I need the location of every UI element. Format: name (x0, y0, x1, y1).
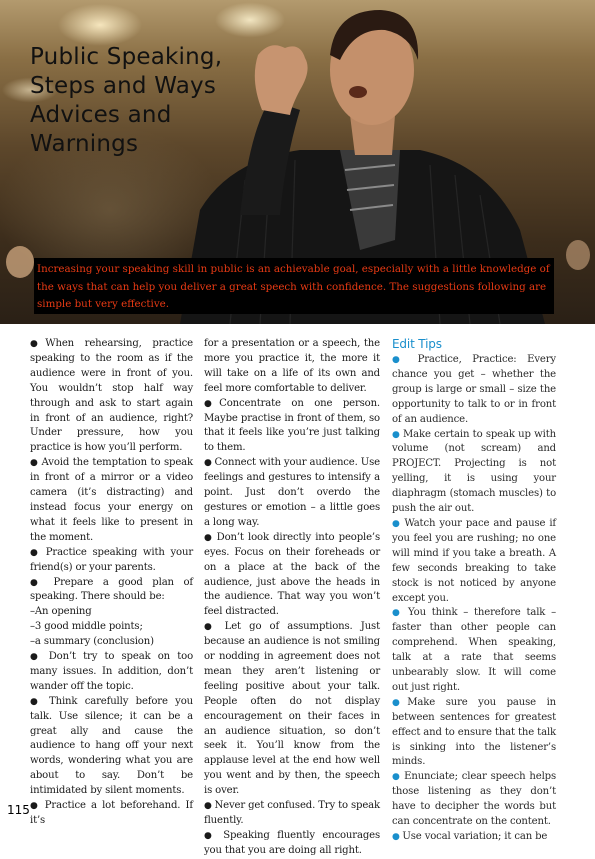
tip-paragraph: ●Concentrate on one person. Maybe practise in front of them, so that it feels like you’re just talking to them. (204, 397, 380, 454)
bullet-icon: ● (30, 696, 50, 707)
hero-photo (0, 0, 595, 324)
bullet-icon: ● (392, 429, 403, 440)
bullet-icon: ● (204, 398, 220, 409)
page-title (30, 43, 222, 159)
page-number: 115 (7, 803, 30, 817)
bullet-icon: ● (204, 801, 215, 812)
bullet-icon: ● (204, 622, 225, 633)
tip-paragraph: ● Practice a lot beforehand. If it’s (30, 800, 193, 826)
tip-paragraph: ● Practice speaking with your friend(s) or your parents. (30, 546, 193, 573)
bullet-icon: ● (30, 458, 42, 469)
bullet-icon: ● (30, 652, 49, 663)
bullet-icon: ● (30, 577, 54, 588)
title-line: Warnings (30, 131, 139, 157)
tip-paragraph: ●Make sure you pause in between sentences for greatest effect and to ensure that the talk is sinking into the listener’s minds. (392, 696, 556, 768)
bullet-icon: ● (392, 772, 405, 783)
tip-paragraph: ● Think carefully before you talk. Use silence; it can be a great ally and cause the audience to hang off your next words, wondering what you are about to say. Don’t be intimidated by silent moments. (30, 695, 193, 797)
bullet-icon: ● (392, 608, 408, 619)
list-item: –a summary (conclusion) (30, 636, 154, 648)
edit-tips-heading: Edit Tips (392, 337, 442, 351)
bullet-icon: ● (204, 458, 215, 469)
bullet-icon: ● (204, 830, 224, 841)
tip-paragraph: ● Watch your pace and pause if you feel you are rushing; no one will mind if you take a breath. A few seconds breaking to take stock is not noticed by anyone except you. (392, 517, 556, 604)
title-line: Steps and Ways (30, 73, 217, 99)
tip-paragraph: ● Practice, Practice: Every chance you get – whether the group is large or small – size the opportunity to talk to or in front of an audience. (392, 354, 556, 425)
tip-paragraph: ●When rehearsing, practice speaking to the room as if the audience were in front of you. You wouldn’t stop half way through and ask to start again in front of an audience, right? Under pressure, how you practice is how you’ll perform. (30, 338, 193, 454)
title-line: Advices and (30, 102, 172, 128)
bullet-icon: ● (30, 339, 46, 349)
bullet-icon: ● (30, 547, 46, 558)
list-item: –3 good middle points; (30, 621, 143, 633)
bullet-icon: ● (392, 697, 408, 708)
column-1 (30, 337, 193, 829)
bullet-icon: ● (392, 832, 403, 842)
column-3 (392, 337, 556, 845)
tip-paragraph: ● Don’t look directly into people’s eyes. Focus on their foreheads or on a place at the back of the audience, just above the heads in the audience. That way you won’t feel distracted. (204, 531, 380, 618)
bullet-icon: ● (392, 355, 418, 365)
tip-paragraph: ● Enunciate; clear speech helps those listening as they don’t have to decipher the words but can concentrate on the content. (392, 771, 556, 828)
bullet-icon: ● (30, 801, 45, 812)
tip-paragraph: ● Connect with your audience. Use feelings and gestures to intensify a point. Just don’t overdo the gestures or emotion – a little goes a long way. (204, 457, 380, 528)
tip-paragraph: ● Never get confused. Try to speak fluently. (204, 800, 380, 826)
list-item: –An opening (30, 606, 92, 618)
tip-paragraph: ● Speaking fluently encourages you that you are doing all right. (204, 829, 380, 856)
title-line: Public Speaking, (30, 44, 223, 70)
tip-paragraph: ● Use vocal variation; it can be (392, 831, 548, 842)
tip-paragraph: ● Prepare a good plan of speaking. There should be: (30, 576, 193, 603)
tip-paragraph: ● Avoid the temptation to speak in front of a mirror or a video camera (it’s distracting) and instead focus your energy on what it feels like to present in the moment. (30, 457, 193, 543)
tip-paragraph: ● Let go of assumptions. Just because an audience is not smiling or nodding in agreement does not mean they aren’t listening or feeling positive about your talk. People often do not display encouragement on their faces in an audience situation, so don’t seek it. You’ll know from the applause level at the end how well you went and by then, the speech is over. (204, 621, 380, 797)
bullet-icon: ● (204, 532, 217, 543)
intro-paragraph: Increasing your speaking skill in public is an achievable goal, especially with a little knowledge of the ways that can help you deliver a great speech with confidence. The suggestions following are simple but very effective. (34, 258, 554, 314)
column-2 (204, 337, 380, 859)
tip-paragraph: ● Don’t try to speak on too many issues. In addition, don’t wander off the topic. (30, 651, 193, 692)
bullet-icon: ● (392, 518, 405, 529)
tip-paragraph: ● Make certain to speak up with volume (not scream) and PROJECT. Projecting is not yelling, it is using your diaphragm (stomach muscles) to push the air out. (392, 428, 556, 515)
tip-paragraph: ● You think – therefore talk – faster than other people can comprehend. When speaking, talk at a rate that seems unbearably slow. It will come out just right. (392, 607, 557, 693)
tip-paragraph: for a presentation or a speech, the more you practice it, the more it will take on a life of its own and feel more comfortable to deliver. (204, 338, 380, 394)
